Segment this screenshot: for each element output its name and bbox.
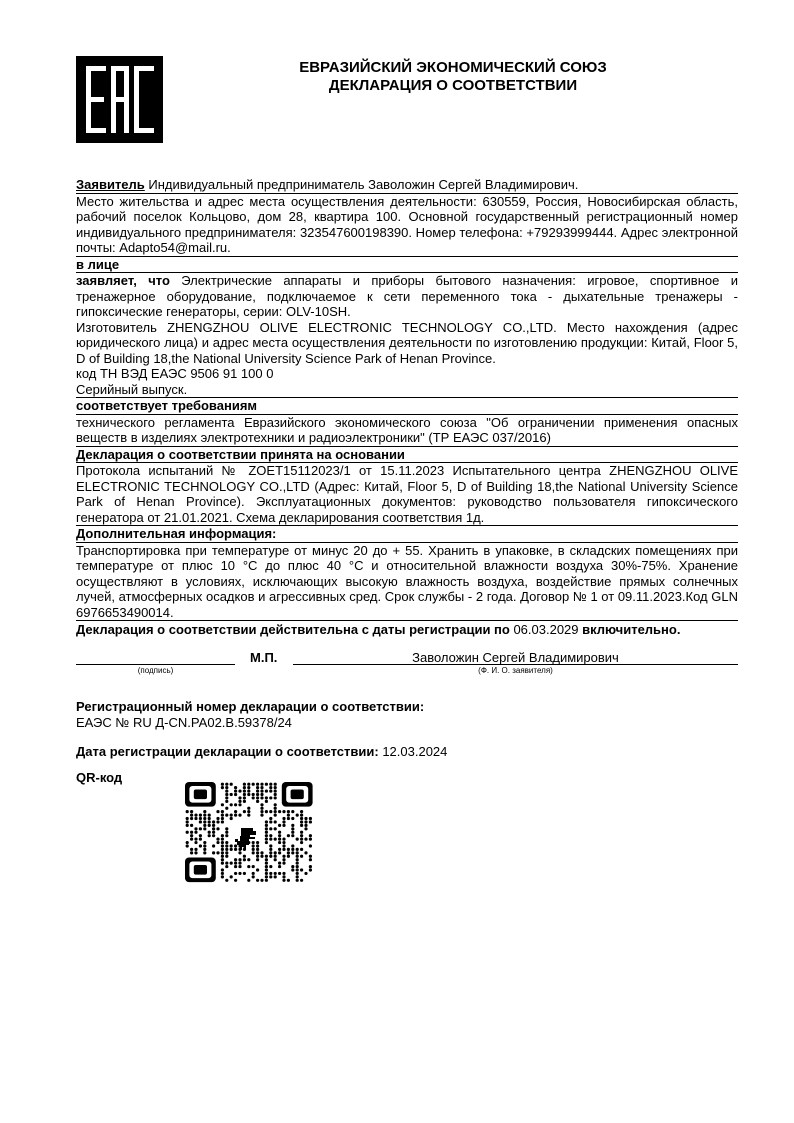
validity-date: 06.03.2029 [509, 622, 583, 637]
qr-code [183, 782, 315, 896]
registration-date-label: Дата регистрации декларации о соответствии: [76, 744, 379, 759]
basis-label: Декларация о соответствии принята на основании [76, 447, 738, 464]
requirements-value: технического регламента Евразийского экономического союза "Об ограничении применения опасных веществ в изделиях электротехники и радиоэлектроники" (ТР ЕАЭС 037/2016) [76, 414, 738, 445]
qr-label: QR-код [76, 770, 123, 785]
registration-date [76, 744, 447, 760]
product-code: код ТН ВЭД ЕАЭС 9506 91 100 0 [76, 366, 274, 381]
eac-logo [76, 56, 163, 143]
declaration-body [76, 177, 738, 638]
validity-row [76, 622, 738, 638]
declaration-title: ДЕКЛАРАЦИЯ О СООТВЕТСТВИИ [328, 77, 578, 94]
name-caption: (Ф. И. О. заявителя) [478, 666, 553, 675]
manufacturer: Изготовитель ZHENGZHOU OLIVE ELECTRONIC TECHNOLOGY CO.,LTD. Место нахождения (адрес юридического лица) и адрес места осуществления деятельности по изготовлению продукции: Китай, Floor 5, D of Building 18,the National University Science Park of Henan Province. [76, 319, 738, 366]
declares-label: заявляет, что [76, 273, 170, 288]
in-person: в лице [76, 257, 738, 274]
declares-value: Электрические аппараты и приборы бытового назначения: игровое, спортивное и тренажерное оборудование, подключаемое к сети переменного тока - дыхательные тренажеры - гипоксические генераторы, серии: OLV-10SH. [76, 273, 738, 319]
union-title: ЕВРАЗИЙСКИЙ ЭКОНОМИЧЕСКИЙ СОЮЗ [299, 59, 607, 76]
applicant-label: Заявитель [76, 177, 145, 192]
registration-number [76, 699, 424, 731]
basis-value: Протокола испытаний № ZOET15112023/1 от 15.11.2023 Испытательного центра ZHENGZHOU OLIVE ELECTRONIC TECHNOLOGY CO.,LTD (Адрес: Китай, Floor 5, D of Building 18,the National University Science Park of Henan Province). Эксплуатационных документов: руководство пользователя гипоксического генератора от 21.01.2021. Схема декларирования соответствия 1д. [76, 463, 738, 525]
signature-caption: (подпись) [137, 666, 174, 675]
applicant-value: Индивидуальный предприниматель Заволожин Сергей Владимирович. [144, 177, 579, 192]
validity-prefix: Декларация о соответствии действительна с даты регистрации по [76, 622, 510, 637]
registration-number-label: Регистрационный номер декларации о соответствии: [76, 699, 425, 714]
name-line [293, 664, 738, 665]
signature-line [76, 664, 235, 665]
registration-date-value: 12.03.2024 [378, 744, 448, 759]
applicant-address: Место жительства и адрес места осуществления деятельности: 630559, Россия, Новосибирская область, рабочий поселок Кольцово, дом 28, квартира 100. Основной государственный регистрационный номер индивидуального предпринимателя: 323547600198390. Номер телефона: +79293999444. Адрес электронной почты: Adapto54@mail.ru. [76, 193, 738, 255]
additional-value: Транспортировка при температуре от минус 20 до + 55. Хранить в упаковке, в складских помещениях при температуре от плюс 10 °С до плюс 40 °С и относительной влажности воздуха 30%-75%. Хранение осуществляют в условиях, исключающих высокую влажность воздуха, воздействие прямых солнечных лучей, атмосферных осадков и агрессивных сред. Срок службы - 2 года. Договор № 1 от 09.11.2023.Код GLN 6976653490014. [76, 542, 738, 620]
requirements-label: соответствует требованиям [76, 398, 738, 415]
applicant-name: Заволожин Сергей Владимирович [412, 650, 619, 665]
stamp-place: М.П. [250, 650, 278, 665]
additional-label: Дополнительная информация: [76, 526, 738, 543]
serial-release: Серийный выпуск. [76, 382, 738, 399]
applicant-row [76, 177, 738, 194]
registration-number-value: ЕАЭС № RU Д-CN.РА02.В.59378/24 [76, 715, 292, 730]
declares-row [76, 273, 738, 320]
validity-suffix: включительно. [582, 622, 681, 637]
